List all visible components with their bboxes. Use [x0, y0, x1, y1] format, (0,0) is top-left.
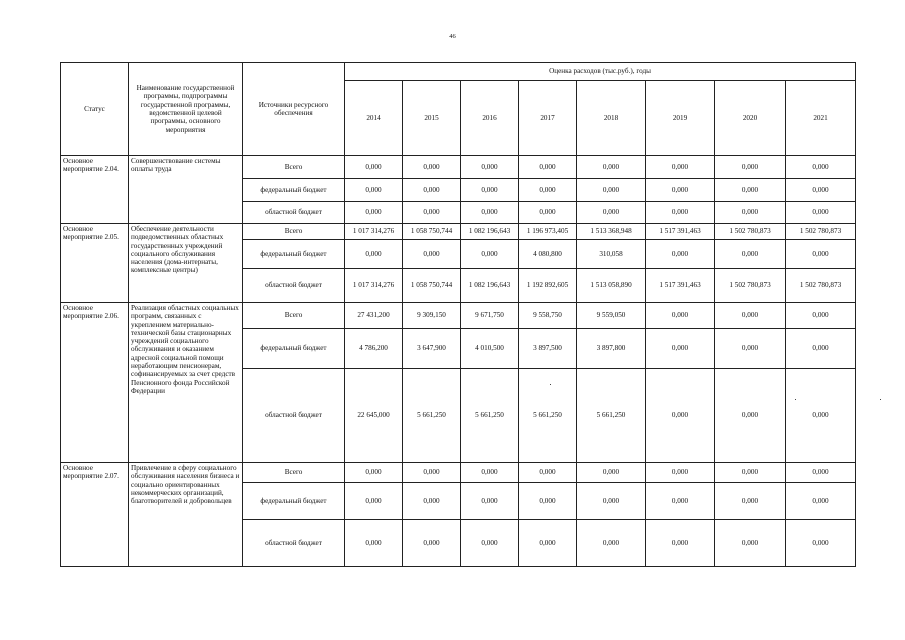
header-year: 2014: [345, 81, 403, 156]
measure-name-cell: Привлечение в сферу социального обслуживания населения бизнеса и социально ориентированных некоммерческих организаций, благотворителей и добровольцев: [129, 463, 243, 567]
expense-value-cell: 0,000: [715, 240, 786, 269]
expense-value-cell: 0,000: [345, 483, 403, 520]
expense-value-cell: 0,000: [461, 483, 519, 520]
expense-value-cell: 5 661,250: [461, 369, 519, 463]
header-estimate: Оценка расходов (тыс.руб.), годы: [345, 63, 856, 81]
funding-source-cell: областной бюджет: [243, 369, 345, 463]
expense-value-cell: 1 058 750,744: [403, 224, 461, 240]
expense-value-cell: 0,000: [403, 463, 461, 483]
table-row: [61, 156, 856, 179]
expense-value-cell: 0,000: [403, 156, 461, 179]
funding-source-cell: Всего: [243, 224, 345, 240]
expense-value-cell: 0,000: [786, 240, 856, 269]
funding-source-cell: Всего: [243, 303, 345, 329]
expense-value-cell: 0,000: [345, 240, 403, 269]
scan-mark: [550, 384, 551, 385]
expense-value-cell: 5 661,250: [403, 369, 461, 463]
page-number: 46: [449, 33, 456, 40]
status-cell: Основное мероприятие 2.07.: [61, 463, 129, 567]
funding-source-cell: Всего: [243, 156, 345, 179]
expense-value-cell: 0,000: [403, 520, 461, 567]
expense-value-cell: 27 431,200: [345, 303, 403, 329]
expense-value-cell: 1 502 780,873: [786, 224, 856, 240]
funding-source-cell: федеральный бюджет: [243, 483, 345, 520]
header-status: Статус: [61, 63, 129, 156]
expense-value-cell: 4 080,800: [519, 240, 577, 269]
expense-value-cell: 1 082 196,643: [461, 269, 519, 303]
expense-value-cell: 0,000: [461, 179, 519, 202]
expense-value-cell: 0,000: [403, 240, 461, 269]
expenditure-table-wrapper: [60, 62, 855, 567]
expense-value-cell: 0,000: [786, 156, 856, 179]
header-sources: Источники ресурсного обеспечения: [243, 63, 345, 156]
measure-name-cell: Обеспечение деятельности подведомственных областных государственных учреждений социального обслуживания населения (дома-интернаты, комплексные центры): [129, 224, 243, 303]
expense-value-cell: 0,000: [786, 369, 856, 463]
funding-source-cell: областной бюджет: [243, 202, 345, 224]
header-name: Наименование государственной программы, подпрограммы государственной программы, ведомственной целевой программы, основного мероприятия: [129, 63, 243, 156]
funding-source-cell: Всего: [243, 463, 345, 483]
expense-value-cell: 0,000: [715, 369, 786, 463]
expense-value-cell: 1 517 391,463: [646, 269, 715, 303]
status-cell: Основное мероприятие 2.06.: [61, 303, 129, 463]
expense-value-cell: 0,000: [461, 520, 519, 567]
expense-value-cell: 0,000: [715, 483, 786, 520]
expense-value-cell: 0,000: [715, 520, 786, 567]
expense-value-cell: 5 661,250: [577, 369, 646, 463]
expense-value-cell: 0,000: [646, 303, 715, 329]
expense-value-cell: 0,000: [345, 179, 403, 202]
expense-value-cell: 22 645,000: [345, 369, 403, 463]
expense-value-cell: 0,000: [786, 202, 856, 224]
expense-value-cell: 0,000: [345, 520, 403, 567]
expense-value-cell: 0,000: [786, 303, 856, 329]
expense-value-cell: 3 897,800: [577, 329, 646, 369]
expense-value-cell: 0,000: [345, 463, 403, 483]
status-cell: Основное мероприятие 2.05.: [61, 224, 129, 303]
expense-value-cell: 0,000: [345, 202, 403, 224]
expense-value-cell: 310,058: [577, 240, 646, 269]
expense-value-cell: 0,000: [715, 463, 786, 483]
expense-value-cell: 0,000: [577, 520, 646, 567]
expense-value-cell: 0,000: [646, 463, 715, 483]
table-row: [61, 463, 856, 483]
expense-value-cell: 0,000: [403, 483, 461, 520]
header-year: 2017: [519, 81, 577, 156]
measure-name-cell: Совершенствование системы оплаты труда: [129, 156, 243, 224]
header-year: 2021: [786, 81, 856, 156]
expense-value-cell: 3 647,900: [403, 329, 461, 369]
expense-value-cell: 0,000: [646, 202, 715, 224]
expense-value-cell: 1 513 368,948: [577, 224, 646, 240]
expense-value-cell: 0,000: [519, 179, 577, 202]
expense-value-cell: 0,000: [786, 483, 856, 520]
expense-value-cell: 0,000: [646, 369, 715, 463]
expense-value-cell: 0,000: [646, 179, 715, 202]
expense-value-cell: 1 192 892,605: [519, 269, 577, 303]
expense-value-cell: 0,000: [577, 202, 646, 224]
expense-value-cell: 0,000: [646, 483, 715, 520]
expense-value-cell: 1 082 196,643: [461, 224, 519, 240]
funding-source-cell: областной бюджет: [243, 269, 345, 303]
expense-value-cell: 4 786,200: [345, 329, 403, 369]
expense-value-cell: 9 309,150: [403, 303, 461, 329]
expense-value-cell: 0,000: [577, 463, 646, 483]
expense-value-cell: 0,000: [461, 463, 519, 483]
header-year: 2016: [461, 81, 519, 156]
expense-value-cell: 1 017 314,276: [345, 224, 403, 240]
header-year: 2020: [715, 81, 786, 156]
expense-value-cell: 0,000: [786, 179, 856, 202]
expense-value-cell: 0,000: [715, 202, 786, 224]
expense-value-cell: 0,000: [715, 156, 786, 179]
expense-value-cell: 9 558,750: [519, 303, 577, 329]
expense-value-cell: 1 502 780,873: [715, 269, 786, 303]
expense-value-cell: 3 897,500: [519, 329, 577, 369]
expense-value-cell: 0,000: [715, 303, 786, 329]
table-row: [61, 224, 856, 240]
expense-value-cell: 0,000: [786, 520, 856, 567]
expenditure-table: [60, 62, 856, 567]
header-year: 2019: [646, 81, 715, 156]
header-year: 2015: [403, 81, 461, 156]
expense-value-cell: 1 502 780,873: [786, 269, 856, 303]
expense-value-cell: 0,000: [646, 329, 715, 369]
expense-value-cell: 0,000: [577, 179, 646, 202]
expense-value-cell: 0,000: [646, 156, 715, 179]
expense-value-cell: 0,000: [786, 463, 856, 483]
expense-value-cell: 5 661,250: [519, 369, 577, 463]
expense-value-cell: 1 502 780,873: [715, 224, 786, 240]
header-year: 2018: [577, 81, 646, 156]
expense-value-cell: 0,000: [786, 329, 856, 369]
table-row: [61, 303, 856, 329]
expense-value-cell: 4 010,500: [461, 329, 519, 369]
measure-name-cell: Реализация областных социальных программ, связанных с укреплением материально-технической базы стационарных учреждений социального обслуживания и оказанием адресной социальной помощи неработающим пенсионерам, софинансируемых за счет средств Пенсионного фонда Российской Федерации: [129, 303, 243, 463]
expense-value-cell: 1 017 314,276: [345, 269, 403, 303]
table-body: [61, 156, 856, 567]
expense-value-cell: 0,000: [646, 520, 715, 567]
expense-value-cell: 0,000: [519, 202, 577, 224]
funding-source-cell: федеральный бюджет: [243, 179, 345, 202]
expense-value-cell: 0,000: [646, 240, 715, 269]
expense-value-cell: 0,000: [519, 483, 577, 520]
scan-mark: [880, 399, 881, 400]
expense-value-cell: 1 058 750,744: [403, 269, 461, 303]
expense-value-cell: 0,000: [461, 156, 519, 179]
expense-value-cell: 0,000: [715, 329, 786, 369]
expense-value-cell: 0,000: [403, 202, 461, 224]
expense-value-cell: 1 517 391,463: [646, 224, 715, 240]
expense-value-cell: 0,000: [519, 520, 577, 567]
status-cell: Основное мероприятие 2.04.: [61, 156, 129, 224]
expense-value-cell: 0,000: [519, 463, 577, 483]
expense-value-cell: 0,000: [461, 202, 519, 224]
expense-value-cell: 0,000: [403, 179, 461, 202]
expense-value-cell: 0,000: [345, 156, 403, 179]
scan-mark: [795, 399, 796, 400]
table-header: [61, 63, 856, 156]
funding-source-cell: областной бюджет: [243, 520, 345, 567]
expense-value-cell: 9 559,050: [577, 303, 646, 329]
funding-source-cell: федеральный бюджет: [243, 240, 345, 269]
expense-value-cell: 0,000: [519, 156, 577, 179]
expense-value-cell: 9 671,750: [461, 303, 519, 329]
expense-value-cell: 0,000: [461, 240, 519, 269]
expense-value-cell: 1 513 058,890: [577, 269, 646, 303]
expense-value-cell: 1 196 973,405: [519, 224, 577, 240]
expense-value-cell: 0,000: [715, 179, 786, 202]
funding-source-cell: федеральный бюджет: [243, 329, 345, 369]
expense-value-cell: 0,000: [577, 483, 646, 520]
expense-value-cell: 0,000: [577, 156, 646, 179]
